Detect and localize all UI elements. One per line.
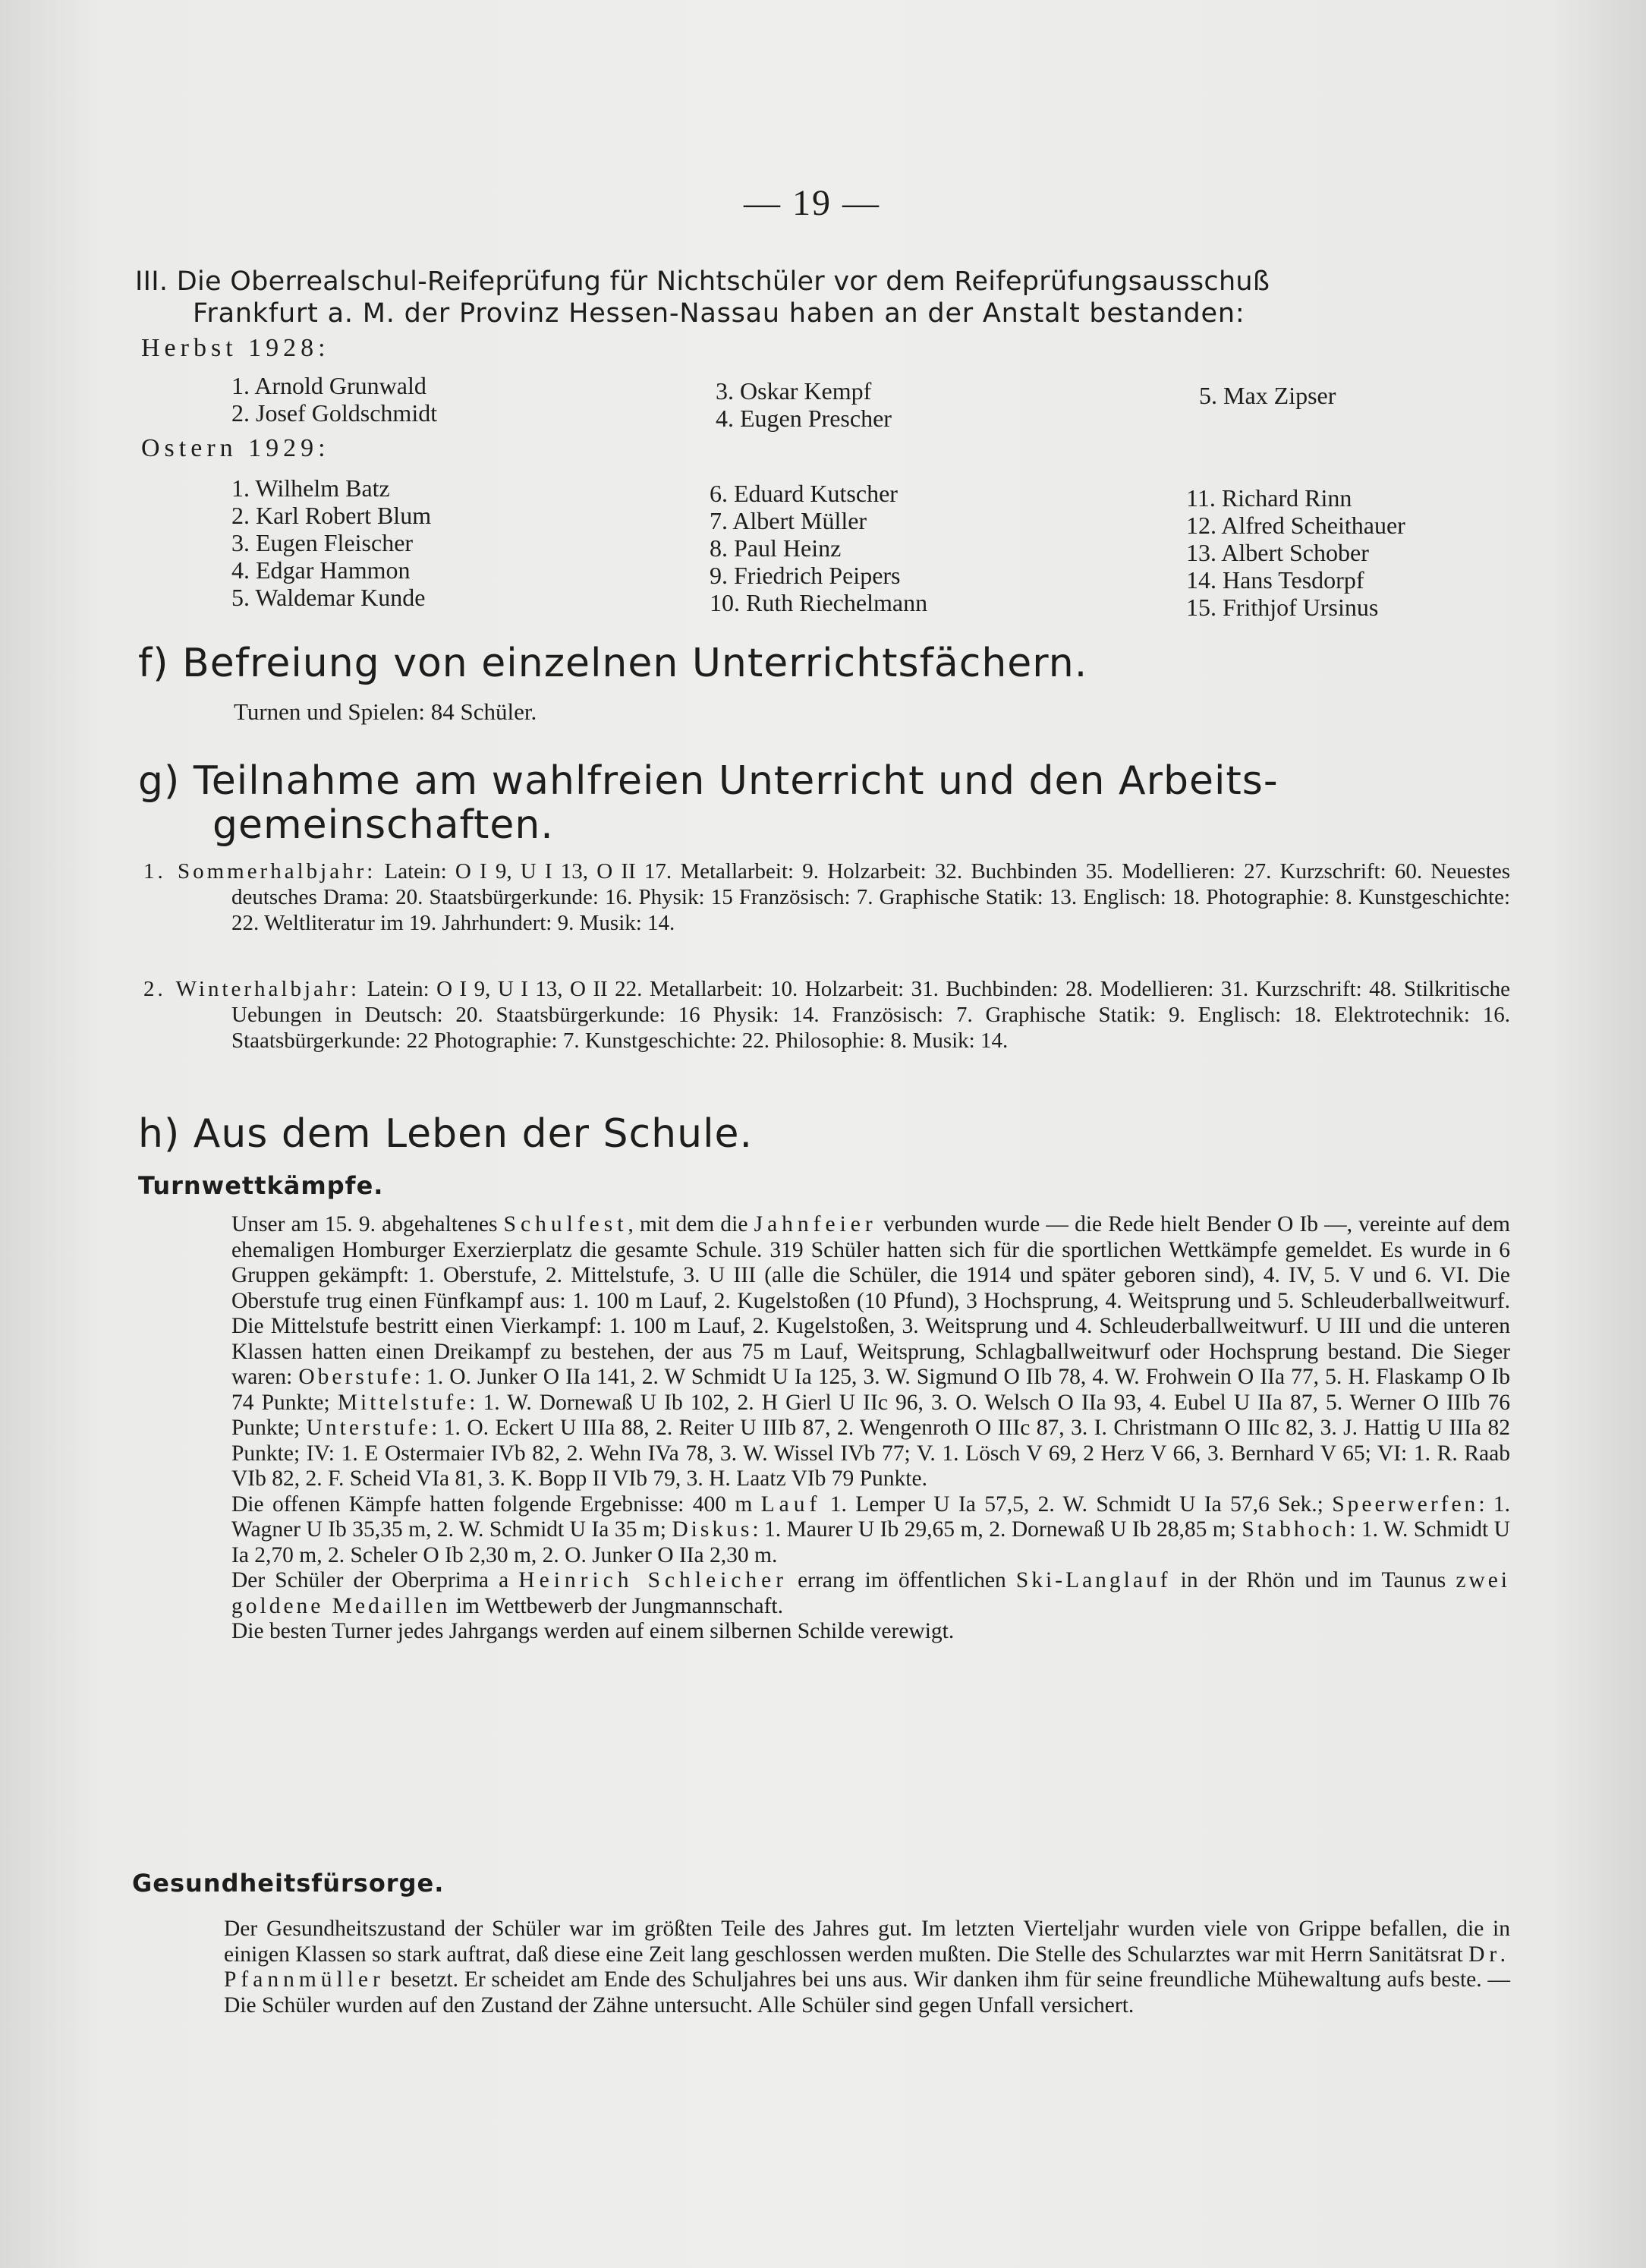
list-item: 10. Ruth Riechelmann [710,589,928,616]
list-item: 1. Wilhelm Batz [231,474,390,502]
section-iii-title-line2: Frankfurt a. M. der Provinz Hessen-Nassau haben an der Anstalt bestanden: [193,298,1245,329]
emphasis-lauf: Lauf [760,1492,822,1517]
list-item: 5. Max Zipser [1199,382,1336,409]
section-g-p2-label: 2. Winterhalbjahr: [143,977,360,1001]
text-run: Die offenen Kämpfe hatten folgende Ergebnisse: 400 m [231,1492,761,1517]
emphasis-dr-pfannmueller: Dr. Pfannmüller [224,1942,1510,1992]
list-item: 3. Eugen Fleischer [231,529,414,556]
subheading-turnwettkaempfe: Turnwettkämpfe. [138,1171,384,1200]
text-run: : 1. Maurer U Ib 29,65 m, 2. Dornewaß U Ib 28,85 m; [752,1517,1242,1542]
section-f-text: Turnen und Spielen: 84 Schüler. [234,698,537,725]
term-label-ostern: Ostern 1929: [141,434,330,462]
list-item: 1. Arnold Grunwald [231,372,426,399]
turn-paragraph-3 [231,1568,1510,1619]
emphasis-speerwerfen: Speerwerfen [1332,1492,1479,1517]
section-h-heading: h) Aus dem Leben der Schule. [138,1111,754,1157]
herbst-col3 [1199,382,1336,409]
emphasis-stabhoch: Stabhoch [1242,1517,1350,1542]
text-run: Der Gesundheitszustand der Schüler war im größten Teile des Jahres gut. Im letzten Vierteljahr wurden viele von Grippe befallen, die in einigen Klassen so stark auftrat, daß diese eine Zeit lang geschlossen werden mußten. Die Stelle des Schularztes war mit Herrn Sanitätsrat [224,1917,1510,1967]
list-item: 12. Alfred Scheithauer [1186,512,1405,539]
text-run: : 1. W. Dornewaß U Ib 102, 2. H Gierl U IIc 96, 3. O. Welsch O IIa 93, 4. Eubel U IIa 87, 5. Werner O IIIb 76 Punkte; [231,1390,1510,1440]
section-iii-title-line1: III. Die Oberrealschul-Reifeprüfung für Nichtschüler vor dem Reifeprüfungsausschuß [135,266,1270,297]
turnwettkaempfe-body [231,1212,1510,1645]
turn-paragraph-4: Die besten Turner jedes Jahrgangs werden auf einem silbernen Schilde verewigt. [231,1619,955,1643]
section-f-heading: f) Befreiung von einzelnen Unterrichtsfächern. [138,641,1088,686]
emphasis-diskus: Diskus [672,1517,753,1542]
section-g-heading [138,759,1279,847]
text-run: in der Rhön und im Taunus [1170,1568,1456,1592]
section-g-p1-label: 1. Sommerhalbjahr: [143,859,376,884]
emphasis-schulfest: Schulfest [503,1212,628,1236]
ostern-col3 [1186,484,1405,621]
list-item: 14. Hans Tesdorpf [1186,566,1364,594]
term-label-herbst: Herbst 1928: [141,334,330,362]
text-run: besetzt. Er scheidet am Ende des Schuljahres bei uns aus. Wir danken ihm für seine freundliche Mühewaltung aufs beste. — Die Schüler wurden auf den Zustand der Zähne untersucht. Alle Schüler sind gegen Unfall versichert. [224,1967,1510,2018]
page-number: — 19 — [744,183,880,223]
list-item: 8. Paul Heinz [710,534,842,562]
ostern-col2 [710,480,927,616]
list-item: 2. Karl Robert Blum [231,502,432,529]
subheading-gesundheitsfuersorge: Gesundheitsfürsorge. [132,1869,445,1898]
section-g-heading-line1: g) Teilnahme am wahlfreien Unterricht und den Arbeits- [138,758,1279,804]
emphasis-mittelstufe: Mittelstufe [337,1390,470,1415]
list-item: 5. Waldemar Kunde [231,584,426,611]
text-run: : 1. O. Junker O IIa 141, 2. W Schmidt U Ia 125, 3. W. Sigmund O IIb 78, 4. W. Frohwein O IIa 77, 5. H. Flaskamp O Ib 74 Punkte; [231,1365,1510,1415]
turn-paragraph-1 [231,1212,1510,1492]
list-item: 2. Josef Goldschmidt [231,399,438,427]
section-g-p1-text: Latein: O I 9, U I 13, O II 17. Metallarbeit: 9. Holzarbeit: 32. Buchbinden 35. Modellieren: 27. Kurzschrift: 60. Neuestes deutsches Drama: 20. Staatsbürgerkunde: 16. Physik: 15 Französisch: 7. Graphische Statik: 13. Englisch: 18. Photographie: 8. Kunstgeschichte: 22. Weltliteratur im 19. Jahrhundert: 9. Musik: 14. [231,859,1510,935]
list-item: 4. Edgar Hammon [231,556,411,584]
turn-paragraph-2 [231,1492,1510,1569]
health-paragraph [224,1917,1510,2018]
text-run: : 1. O. Eckert U IIIa 88, 2. Reiter U IIIb 87, 2. Wengenroth O IIIc 87, 3. I. Christmann O IIIc 82, 3. J. Hattig U IIIa 82 Punkte; IV: 1. E Ostermaier IVb 82, 2. Wehn IVa 78, 3. W. Wissel IVb 77; V. 1. Lösch V 69, 2 Herz V 66, 3. Bernhard V 65; VI: 1. R. Raab VIb 82, 2. F. Scheid VIa 81, 3. K. Bopp II VIb 79, 3. H. Laatz VIb 79 Punkte. [231,1416,1510,1491]
text-run: im Wettbewerb der Jungmannschaft. [450,1593,783,1618]
text-run: : 1. W. Schmidt U Ia 2,70 m, 2. Scheler O Ib 2,30 m, 2. O. Junker O IIa 2,30 m. [231,1517,1510,1567]
section-iii-title [135,266,1577,329]
text-run: , mit dem die [628,1212,754,1236]
text-run: Unser am 15. 9. abgehaltenes [231,1212,504,1236]
section-g-p2-text: Latein: O I 9, U I 13, O II 22. Metallarbeit: 10. Holzarbeit: 31. Buchbinden: 28. Modellieren: 31. Kurzschrift: 48. Stilkritische Uebungen in Deutsch: 20. Staatsbürgerkunde: 16 Physik: 14. Französisch: 7. Graphische Statik: 9. Englisch: 18. Elektrotechnik: 16. Staatsbürgerkunde: 22 Photographie: 7. Kunstgeschichte: 22. Philosophie: 8. Musik: 14. [231,977,1511,1053]
text-run: : 1. Wagner U Ib 35,35 m, 2. W. Schmidt U Ia 35 m; [231,1492,1510,1542]
text-run: Der Schüler der Oberprima a [231,1568,519,1592]
text-run: verbunden wurde — die Rede hielt Bender O Ib —, vereinte auf dem ehemaligen Homburger Exerzierplatz die gesamte Schule. 319 Schüler hatten sich für die sportlichen Wettkämpfe gemeldet. Es wurde in 6 Gruppen gekämpft: 1. Oberstufe, 2. Mittelstufe, 3. U III (alle die Schüler, die 1914 und später geboren sind), 4. IV, 5. V und 6. VI. Die Oberstufe trug einen Fünfkampf aus: 1. 100 m Lauf, 2. Kugelstoßen (10 Pfund), 3 Hochsprung, 4. Weitsprung und 5. Schleuderballweitwurf. Die Mittelstufe bestritt einen Vierkampf: 1. 100 m Lauf, 2. Kugelstoßen, 3. Weitsprung und 4. Schleuderballweitwurf. U III und die unteren Klassen hatten einen Dreikampf zu bestehen, der aus 75 m Lauf, Weitsprung, Schlagballweitwurf oder Hochsprung bestand. Die Sieger waren: [231,1212,1510,1389]
list-item: 11. Richard Rinn [1186,484,1352,512]
list-item: 3. Oskar Kempf [716,377,872,405]
emphasis-unterstufe: Unterstufe [306,1416,432,1440]
list-item: 13. Albert Schober [1186,539,1369,566]
list-item: 9. Friedrich Peipers [710,562,901,589]
list-item: 15. Frithjof Ursinus [1186,594,1379,621]
ostern-col1 [231,474,431,611]
emphasis-zwei-goldene-medaillen: zwei goldene Medaillen [231,1568,1510,1618]
emphasis-heinrich-schleicher: Heinrich Schleicher [518,1568,788,1592]
herbst-col1 [231,372,437,427]
list-item: 6. Eduard Kutscher [710,480,898,507]
section-g-heading-line2: gemeinschaften. [212,802,554,848]
section-g-paragraph-2 [143,976,1511,1054]
emphasis-jahnfeier: Jahnfeier [754,1212,877,1236]
text-run: 1. Lemper U Ia 57,5, 2. W. Schmidt U Ia 57,6 Sek.; [821,1492,1333,1517]
section-g-paragraph-1 [143,858,1510,936]
emphasis-ski-langlauf: Ski-Langlauf [1015,1568,1171,1592]
list-item: 4. Eugen Prescher [716,405,892,432]
list-item: 7. Albert Müller [710,507,867,534]
text-run: errang im öffentlichen [788,1568,1016,1592]
emphasis-oberstufe: Oberstufe [298,1365,414,1389]
herbst-col2 [716,377,892,432]
